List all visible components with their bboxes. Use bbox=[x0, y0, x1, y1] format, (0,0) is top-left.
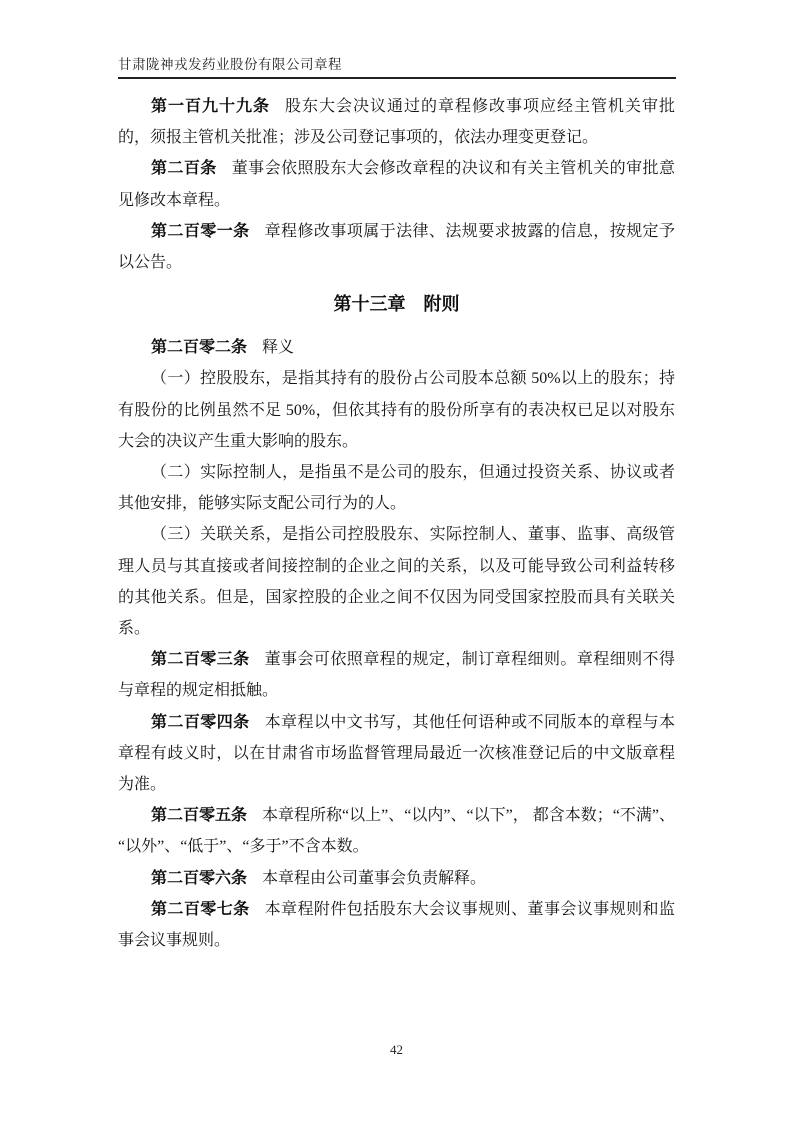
paragraph-text: 本章程由公司董事会负责解释。 bbox=[262, 869, 487, 887]
paragraph-text: （一）控股股东，是指其持有的股份占公司股本总额 50%以上的股东；持有股份的比例虽然不足 50%，但依其持有的股份所享有的表决权已足以对股东大会的决议产生重大影响的股东。 bbox=[118, 370, 675, 450]
paragraph-text: 股东大会决议通过的章程修改事项应经主管机关审批的，须报主管机关批准；涉及公司登记事项的，依法办理变更登记。 bbox=[118, 98, 675, 147]
article-paragraph bbox=[118, 894, 675, 956]
article-paragraph bbox=[118, 332, 675, 363]
paragraph-text: 本章程附件包括股东大会议事规则、董事会议事规则和监事会议事规则。 bbox=[118, 900, 675, 950]
article-paragraph bbox=[118, 216, 675, 278]
paragraph-text: 本章程以中文书写，其他任何语种或不同版本的章程与本章程有歧义时，以在甘肃省市场监督管理局最近一次核准登记后的中文版章程为准。 bbox=[118, 713, 675, 794]
article-number: 第二百零七条 bbox=[151, 900, 250, 918]
article-number: 第二百条 bbox=[151, 160, 217, 178]
article-number: 第二百零六条 bbox=[151, 869, 248, 887]
article-number: 第二百零五条 bbox=[151, 807, 248, 825]
paragraph-text: 本章程所称“以上”、“以内”、“以下”， 都含本数；“不满”、“以外”、“低于”、“多于”不含本数。 bbox=[118, 807, 675, 856]
article-number: 第二百零一条 bbox=[151, 222, 250, 240]
article-number: 第一百九十九条 bbox=[151, 98, 270, 115]
article-number: 第二百零四条 bbox=[151, 713, 250, 731]
definition-item bbox=[118, 519, 675, 644]
paragraph-text: 董事会可依照章程的规定，制订章程细则。章程细则不得与章程的规定相抵触。 bbox=[118, 651, 675, 700]
paragraph-text: 章程修改事项属于法律、法规要求披露的信息，按规定予以公告。 bbox=[118, 222, 675, 272]
chapter-heading: 第十三章 附则 bbox=[333, 294, 460, 315]
article-paragraph bbox=[118, 800, 675, 862]
definition-item bbox=[118, 363, 675, 457]
page-number: 42 bbox=[390, 1042, 403, 1057]
article-paragraph bbox=[118, 707, 675, 801]
paragraph-text: （二）实际控制人，是指虽不是公司的股东，但通过投资关系、协议或者其他安排，能够实际支配公司行为的人。 bbox=[118, 464, 675, 513]
definition-item bbox=[118, 457, 675, 519]
article-paragraph bbox=[118, 644, 675, 706]
document-body bbox=[118, 91, 675, 956]
article-paragraph bbox=[118, 863, 675, 894]
article-paragraph bbox=[118, 153, 675, 215]
paragraph-text: 董事会依照股东大会修改章程的决议和有关主管机关的审批意见修改本章程。 bbox=[118, 160, 675, 209]
page-header-title: 甘肃陇神戎发药业股份有限公司章程 bbox=[118, 56, 676, 79]
article-paragraph bbox=[118, 91, 675, 153]
article-number: 第二百零二条 bbox=[151, 339, 248, 357]
paragraph-text: 释义 bbox=[262, 339, 295, 357]
article-number: 第二百零三条 bbox=[151, 651, 250, 669]
paragraph-text: （三）关联关系，是指公司控股股东、实际控制人、董事、监事、高级管理人员与其直接或者间接控制的企业之间的关系，以及可能导致公司利益转移的其他关系。但是，国家控股的企业之间不仅因为同受国家控股而具有关联关系。 bbox=[118, 526, 675, 638]
